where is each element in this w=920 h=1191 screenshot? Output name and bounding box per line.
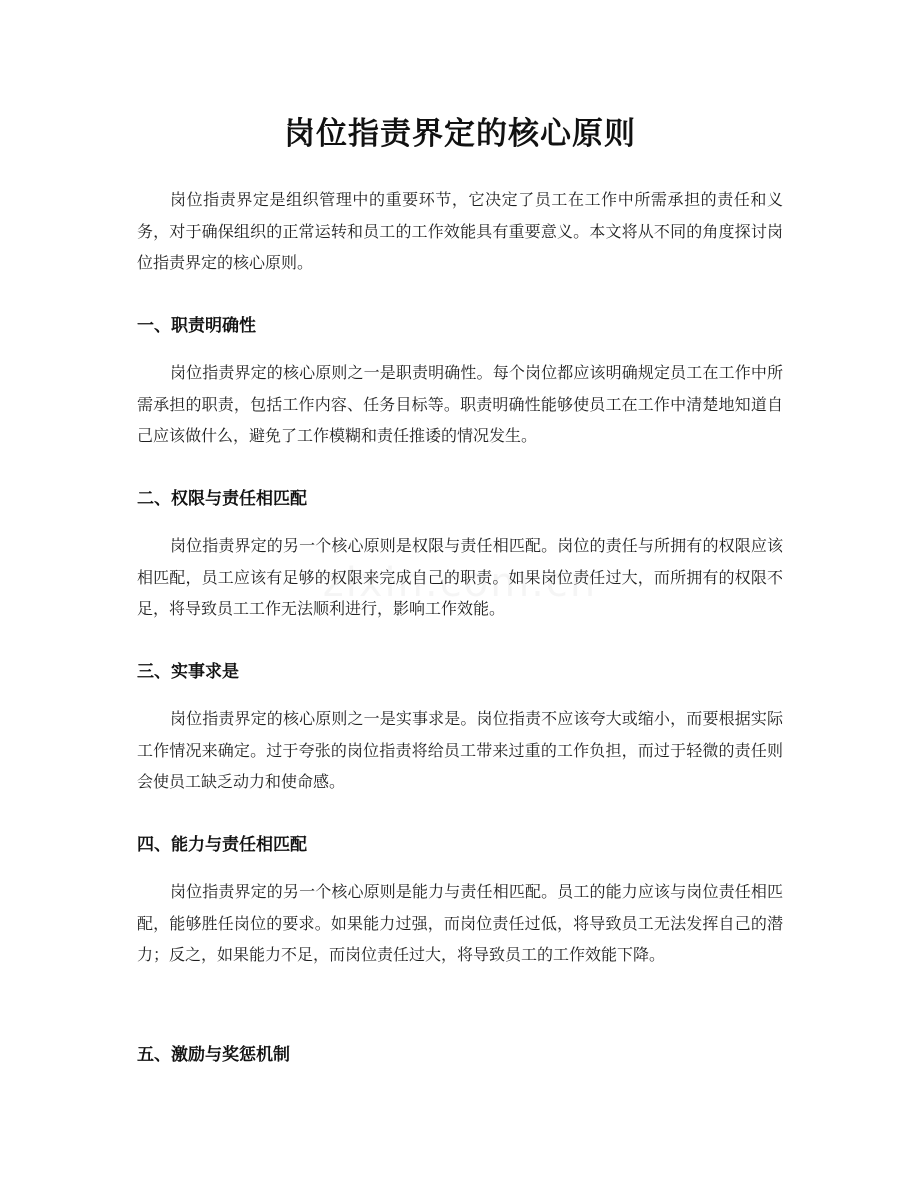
page-title: 岗位指责界定的核心原则 — [284, 116, 636, 152]
section-body-2: 岗位指责界定的另一个核心原则是权限与责任相匹配。岗位的责任与所拥有的权限应该相匹配，员工应该有足够的权限来完成自己的职责。如果岗位责任过大，而所拥有的权限不足，将导致员工工作无法顺利进行，影响工作效能。 — [137, 536, 783, 618]
section-heading-4: 四、能力与责任相匹配 — [137, 835, 307, 855]
section-body-1: 岗位指责界定的核心原则之一是职责明确性。每个岗位都应该明确规定员工在工作中所需承担的职责，包括工作内容、任务目标等。职责明确性能够使员工在工作中清楚地知道自己应该做什么，避免了工作模糊和责任推诿的情况发生。 — [137, 363, 783, 445]
section-heading-5: 五、激励与奖惩机制 — [137, 1045, 290, 1065]
intro-paragraph: 岗位指责界定是组织管理中的重要环节，它决定了员工在工作中所需承担的责任和义务，对于确保组织的正常运转和员工的工作效能具有重要意义。本文将从不同的角度探讨岗位指责界定的核心原则。 — [137, 190, 783, 272]
section-heading-2: 二、权限与责任相匹配 — [137, 489, 307, 509]
section-body-3: 岗位指责界定的核心原则之一是实事求是。岗位指责不应该夸大或缩小，而要根据实际工作情况来确定。过于夸张的岗位指责将给员工带来过重的工作负担，而过于轻微的责任则会使员工缺乏动力和使命感。 — [137, 709, 783, 791]
section-body-4: 岗位指责界定的另一个核心原则是能力与责任相匹配。员工的能力应该与岗位责任相匹配，能够胜任岗位的要求。如果能力过强，而岗位责任过低，将导致员工无法发挥自己的潜力；反之，如果能力不足，而岗位责任过大，将导致员工的工作效能下降。 — [137, 882, 783, 964]
section-heading-3: 三、实事求是 — [137, 662, 239, 682]
section-heading-1: 一、职责明确性 — [137, 316, 256, 336]
